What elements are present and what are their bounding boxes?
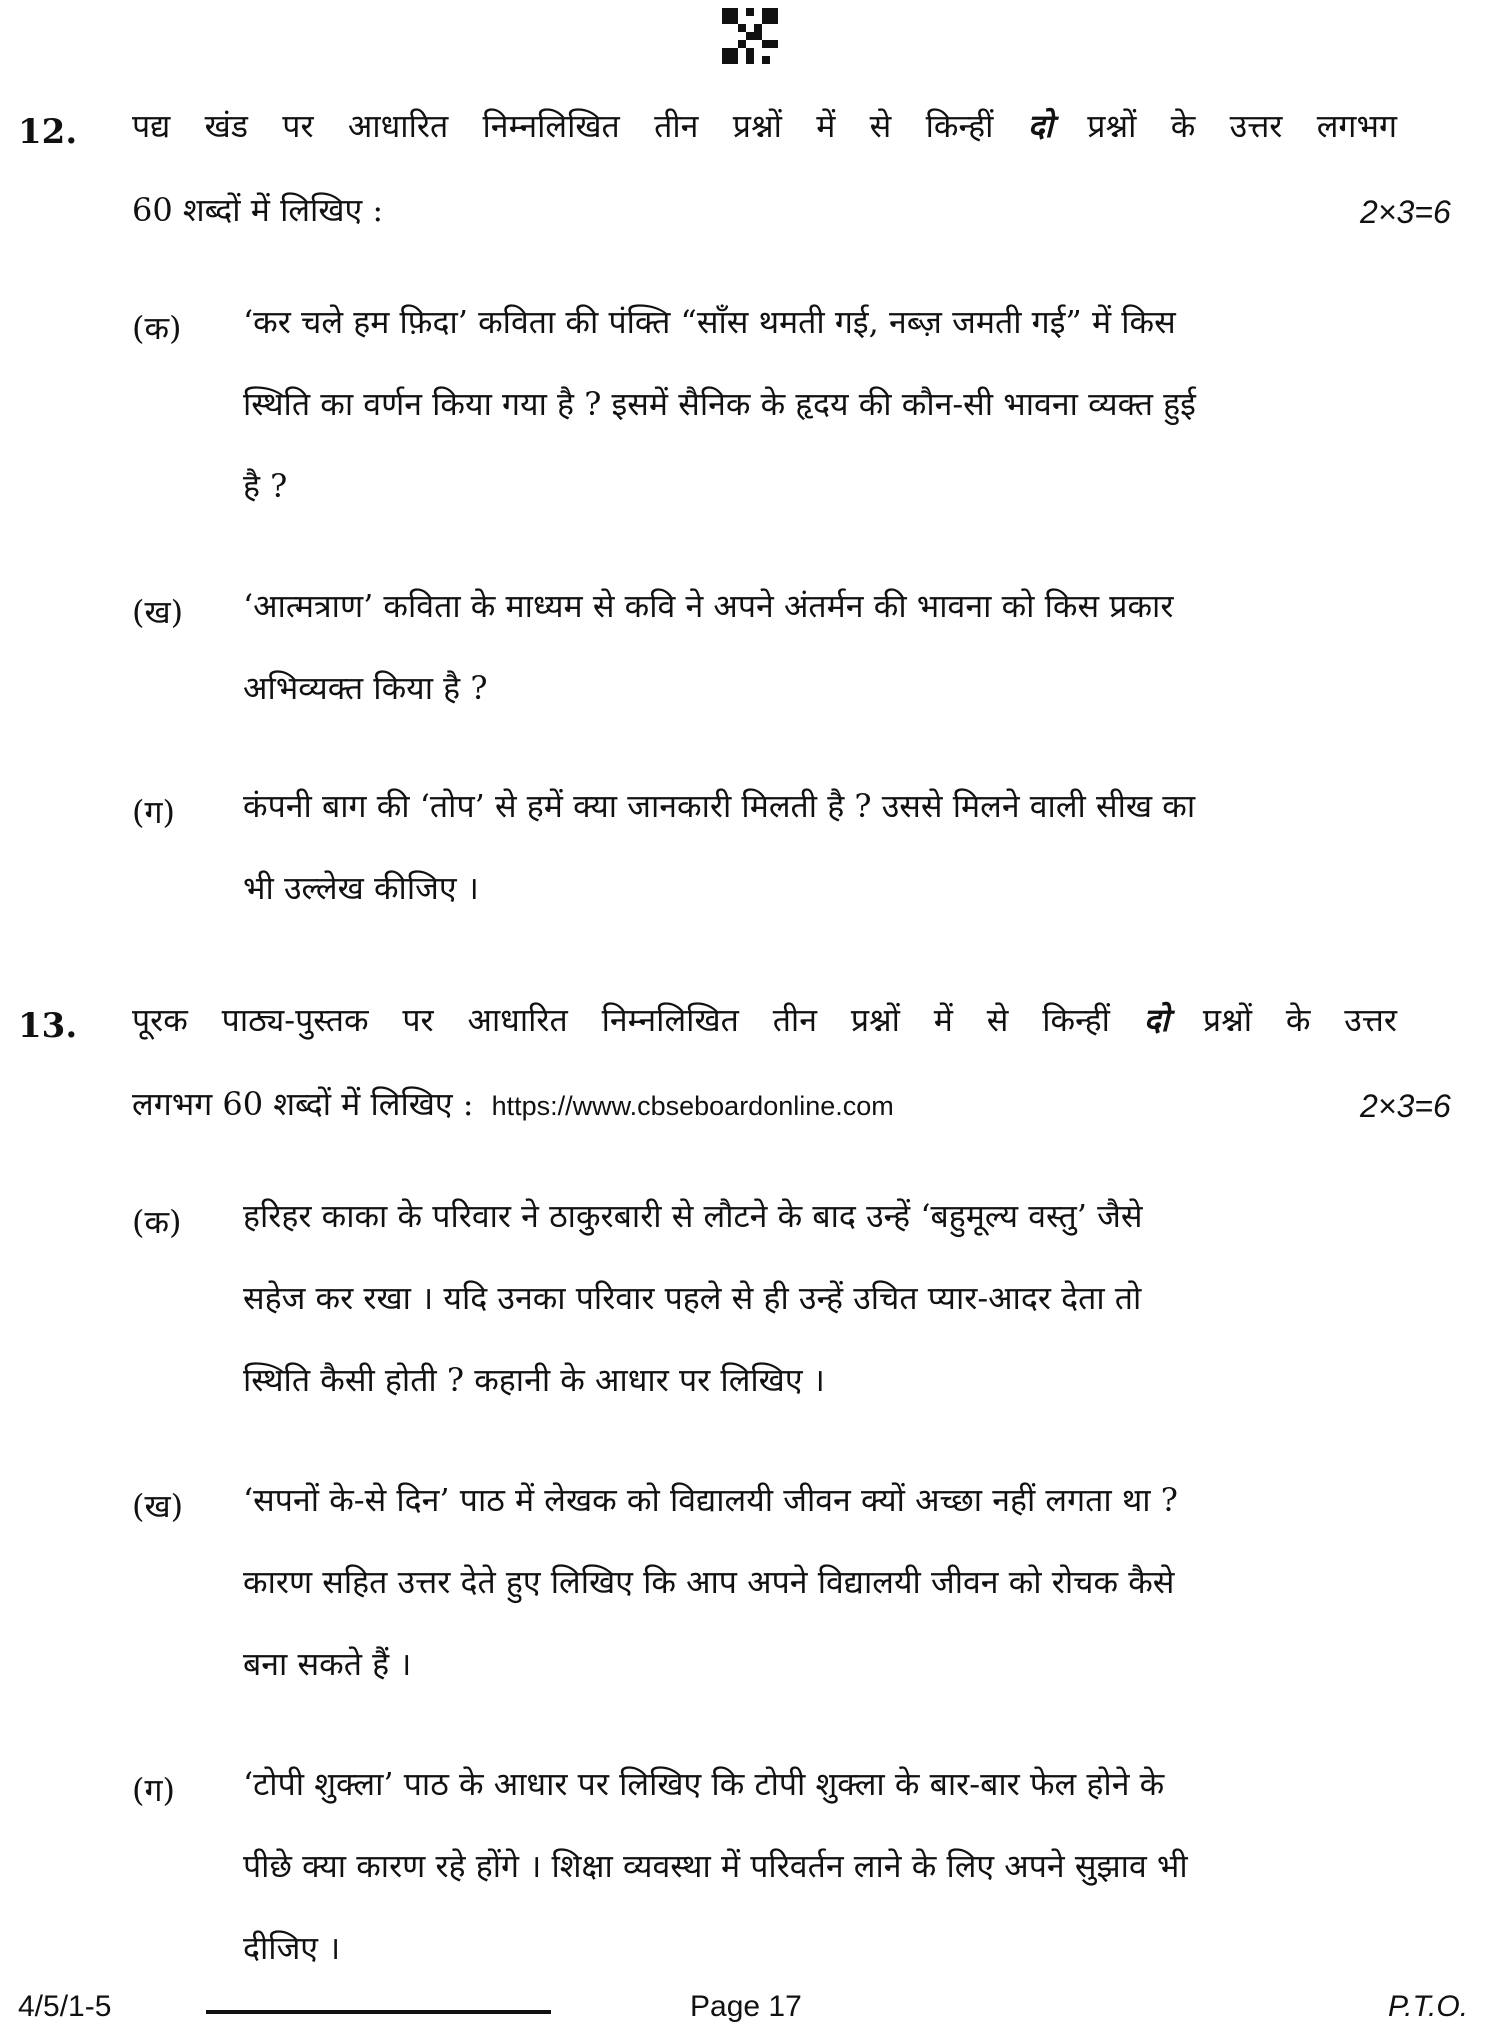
question-number-13: 13. [18, 1006, 78, 1046]
q13-part-ga-line-3: दीजिए । [243, 1929, 341, 1967]
q13-part-ka-line-2: सहेज कर रखा । यदि उनका परिवार पहले से ही उन्हें उचित प्यार-आदर देता तो [243, 1279, 1142, 1317]
q12-part-kha-label: (ख) [132, 593, 184, 631]
q13-part-ka-line-1: हरिहर काका के परिवार ने ठाकुरबारी से लौटने के बाद उन्हें ‘बहुमूल्य वस्तु’ जैसे [243, 1197, 1143, 1235]
q12-part-kha-line-1: ‘आत्मत्राण’ कविता के माध्यम से कवि ने अपने अंतर्मन की भावना को किस प्रकार [243, 587, 1174, 625]
q12-part-ga-label: (ग) [132, 793, 175, 831]
q13-intro-line-1: पूरक पाठ्य-पुस्तक पर आधारित निम्नलिखित तीन प्रश्नों में से किन्हीं दो प्रश्नों के उत्तर [132, 1001, 1397, 1039]
q13-part-ka-label: (क) [132, 1203, 182, 1241]
q13-part-kha-line-2: कारण सहित उत्तर देते हुए लिखिए कि आप अपने विद्यालयी जीवन को रोचक कैसे [243, 1563, 1175, 1601]
q13-intro-line-2: लगभग 60 शब्दों में लिखिए : https://www.cbseboardonline.com [132, 1085, 894, 1123]
footer-divider [206, 2010, 551, 2014]
q12-intro-line-2: 60 शब्दों में लिखिए : [132, 191, 384, 229]
q13-marks: 2×3=6 [1360, 1088, 1451, 1124]
q12-part-ga-line-1: कंपनी बाग की ‘तोप’ से हमें क्या जानकारी मिलती है ? उससे मिलने वाली सीख का [243, 787, 1196, 825]
q12-part-ga-line-2: भी उल्लेख कीजिए । [243, 869, 479, 907]
pto-label: P.T.O. [1388, 1990, 1469, 2023]
q13-part-ka-line-3: स्थिति कैसी होती ? कहानी के आधार पर लिखिए । [243, 1361, 825, 1399]
paper-code: 4/5/1-5 [18, 1990, 112, 2023]
qr-code-icon [722, 8, 778, 64]
q12-part-ka-line-3: है ? [243, 467, 288, 505]
q12-marks: 2×3=6 [1360, 194, 1451, 230]
q12-part-kha-line-2: अभिव्यक्त किया है ? [243, 669, 488, 707]
q13-part-kha-label: (ख) [132, 1487, 184, 1525]
question-number-12: 12. [18, 112, 78, 152]
q13-part-ga-line-2: पीछे क्या कारण रहे होंगे । शिक्षा व्यवस्था में परिवर्तन लाने के लिए अपने सुझाव भी [243, 1847, 1188, 1885]
q12-part-ka-label: (क) [132, 309, 182, 347]
q13-part-ga-label: (ग) [132, 1771, 175, 1809]
q13-part-kha-line-3: बना सकते हैं । [243, 1645, 412, 1683]
q12-part-ka-line-1: ‘कर चले हम फ़िदा’ कविता की पंक्ति “साँस थमती गई, नब्ज़ जमती गई” में किस [243, 303, 1176, 341]
q12-intro-line-1: पद्य खंड पर आधारित निम्नलिखित तीन प्रश्नों में से किन्हीं दो प्रश्नों के उत्तर लगभग [132, 107, 1397, 145]
q13-part-kha-line-1: ‘सपनों के-से दिन’ पाठ में लेखक को विद्यालयी जीवन क्यों अच्छा नहीं लगता था ? [243, 1481, 1178, 1519]
q13-part-ga-line-1: ‘टोपी शुक्ला’ पाठ के आधार पर लिखिए कि टोपी शुक्ला के बार-बार फेल होने के [243, 1765, 1165, 1803]
source-url: https://www.cbseboardonline.com [491, 1091, 894, 1121]
page-number: Page 17 [690, 1990, 802, 2023]
q12-part-ka-line-2: स्थिति का वर्णन किया गया है ? इसमें सैनिक के हृदय की कौन-सी भावना व्यक्त हुई [243, 385, 1196, 423]
